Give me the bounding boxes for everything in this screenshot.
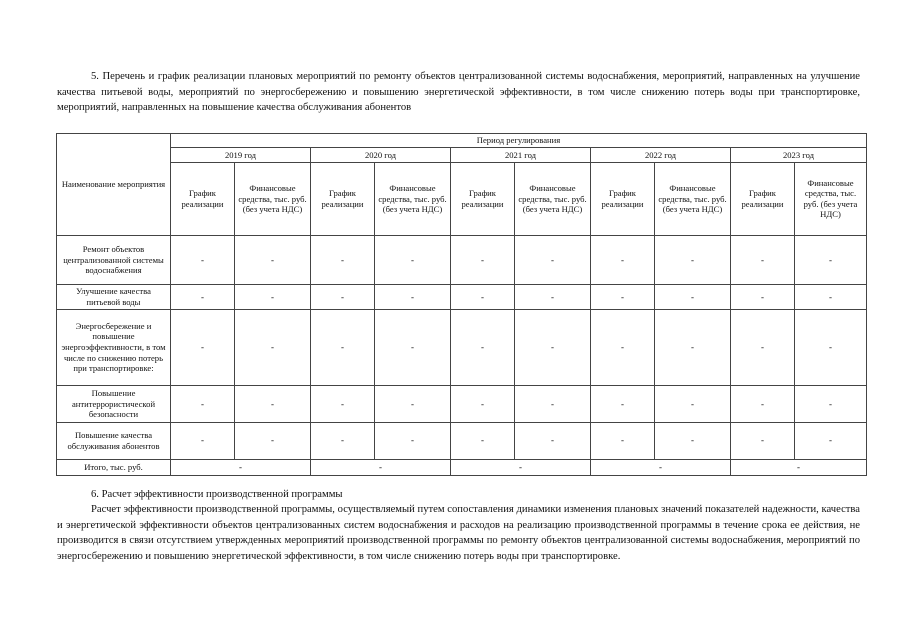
total-cell: - [451,459,591,475]
table-cell: - [795,386,867,423]
total-cell: - [171,459,311,475]
year-header: 2023 год [731,148,867,162]
table-cell: - [515,422,591,459]
finance-header: Финансовые средства, тыс. руб. (без учета НДС) [375,162,451,236]
schedule-header: График реализации [171,162,235,236]
table-cell: - [375,236,451,285]
section-5-paragraph: 5. Перечень и график реализации плановых мероприятий по ремонту объектов централизованной системы водоснабжения, мероприятий, направленных на улучшение качества питьевой воды, мероприятий по энергосбережению и повышению энергетической эффективности, в том числе снижению потерь воды при транспортировке, мероприятий, направленных на повышение качества обслуживания абонентов [57,71,860,114]
table-row [57,285,867,310]
period-header: Период регулирования [171,134,867,148]
table-cell: - [375,386,451,423]
table-cell: - [731,422,795,459]
table-cell: - [375,309,451,386]
table-cell: - [655,285,731,310]
table-cell: - [451,386,515,423]
table-row [57,236,867,285]
table-cell: - [311,422,375,459]
finance-header: Финансовые средства, тыс. руб. (без учета НДС) [655,162,731,236]
table-cell: - [591,309,655,386]
table-cell: - [171,386,235,423]
table-cell: - [591,386,655,423]
activity-name: Улучшение качества питьевой воды [57,285,171,310]
table-cell: - [235,422,311,459]
year-header: 2021 год [451,148,591,162]
activity-name: Повышение антитеррористической безопасности [57,386,171,423]
table-cell: - [795,236,867,285]
total-cell: - [731,459,867,475]
table-cell: - [311,386,375,423]
total-cell: - [591,459,731,475]
table-cell: - [311,309,375,386]
table-cell: - [731,236,795,285]
year-header: 2020 год [311,148,451,162]
activity-name: Ремонт объектов централизованной системы водоснабжения [57,236,171,285]
table-cell: - [515,236,591,285]
table-cell: - [235,285,311,310]
table-cell: - [235,386,311,423]
table-cell: - [451,285,515,310]
subheader-row [57,162,867,236]
schedule-header: График реализации [731,162,795,236]
table-cell: - [171,285,235,310]
table-cell: - [591,422,655,459]
table-cell: - [795,285,867,310]
name-column-header: Наименование мероприятия [57,134,171,236]
table-cell: - [451,236,515,285]
table-cell: - [311,236,375,285]
table-row [57,422,867,459]
table-cell: - [655,422,731,459]
table-cell: - [375,285,451,310]
table-cell: - [171,422,235,459]
schedule-header: График реализации [311,162,375,236]
table-cell: - [731,386,795,423]
table-cell: - [795,422,867,459]
table-row [57,309,867,386]
table-cell: - [235,236,311,285]
table-cell: - [375,422,451,459]
activity-name: Повышение качества обслуживания абонентов [57,422,171,459]
table-cell: - [451,309,515,386]
year-header: 2019 год [171,148,311,162]
table-cell: - [655,309,731,386]
year-header: 2022 год [591,148,731,162]
section-6-paragraph: Расчет эффективности производственной программы, осуществляемый путем сопоставления динамики изменения плановых значений показателей надежности, качества и энергетической эффективности объектов централизованных систем водоснабжения и расходов на реализацию производственной программы в течение срока ее действия, не производится в связи отсутствием утвержденных мероприятий производственной программы по ремонту объектов централизованной системы водоснабжения, мероприятий по энергосбережению и повышению энергетической эффективности, в том числе снижению потерь воды при транспортировке. [57,504,860,562]
finance-header: Финансовые средства, тыс. руб. (без учета НДС) [795,162,867,236]
table-cell: - [515,386,591,423]
finance-header: Финансовые средства, тыс. руб. (без учета НДС) [515,162,591,236]
table-cell: - [655,236,731,285]
table-cell: - [655,386,731,423]
finance-header: Финансовые средства, тыс. руб. (без учета НДС) [235,162,311,236]
schedule-header: График реализации [451,162,515,236]
section-6-heading: 6. Расчет эффективности производственной программы [91,489,343,500]
total-label: Итого, тыс. руб. [57,459,171,475]
table-cell: - [591,236,655,285]
activity-name: Энергосбережение и повышение энергоэффективности, в том числе по снижению потерь при транспортировке: [57,309,171,386]
table-cell: - [731,309,795,386]
table-cell: - [591,285,655,310]
table-cell: - [515,285,591,310]
table-cell: - [515,309,591,386]
table-cell: - [171,309,235,386]
activities-table [56,133,867,476]
table-cell: - [731,285,795,310]
table-cell: - [235,309,311,386]
table-cell: - [311,285,375,310]
total-row [57,459,867,475]
year-header-row [57,148,867,162]
table-row [57,386,867,423]
table-cell: - [795,309,867,386]
total-cell: - [311,459,451,475]
table-cell: - [451,422,515,459]
table-cell: - [171,236,235,285]
schedule-header: График реализации [591,162,655,236]
